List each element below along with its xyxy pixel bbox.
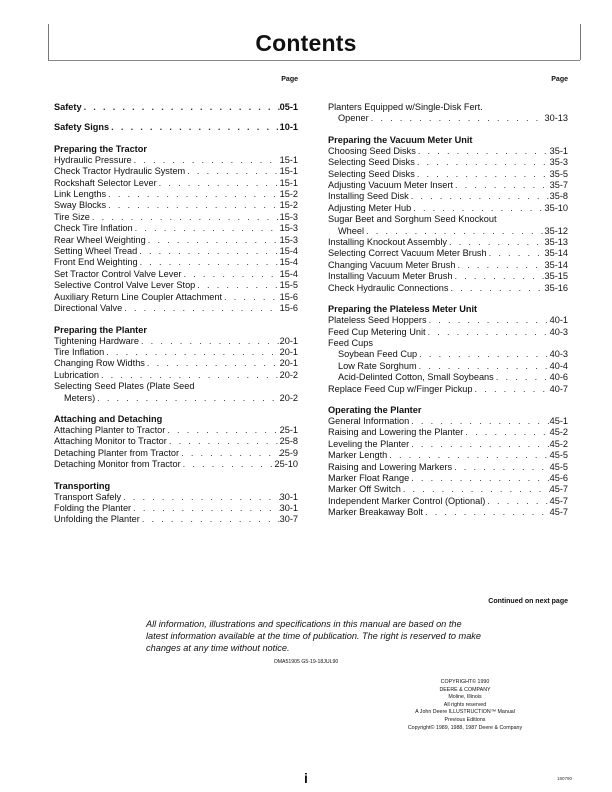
left-sections <box>54 102 298 526</box>
dot-leader <box>132 155 280 166</box>
copyright-line: A John Deere ILLUSTRUCTION™ Manual <box>415 709 515 716</box>
entry-label: Replace Feed Cup w/Finger Pickup <box>328 383 473 394</box>
entry-page-number: 40-1 <box>549 315 568 326</box>
page-column-label: Page <box>281 76 298 83</box>
toc-entry[interactable] <box>54 347 298 358</box>
toc-entry[interactable] <box>328 384 568 395</box>
toc-entry[interactable] <box>54 448 298 459</box>
dot-leader <box>485 496 549 507</box>
entry-page-number: 15-2 <box>279 200 298 211</box>
toc-entry[interactable] <box>54 303 298 314</box>
dot-leader <box>487 248 545 259</box>
dot-leader <box>195 280 279 291</box>
toc-entry[interactable] <box>54 189 298 200</box>
copyright-line: Previous Editions <box>444 716 486 723</box>
entry-label: Hydraulic Pressure <box>54 154 132 165</box>
entry-page-number: 35-1 <box>549 145 568 156</box>
dot-leader <box>165 425 279 436</box>
margin-code: 180790 <box>556 776 572 781</box>
entry-label: Check Hydraulic Connections <box>328 282 449 293</box>
toc-section <box>54 143 298 315</box>
entry-page-number: 45-7 <box>549 507 568 518</box>
entry-label: Opener <box>338 113 369 124</box>
dot-leader <box>145 358 280 369</box>
entry-page-number: 45-7 <box>549 495 568 506</box>
entry-label: Transport Safely <box>54 491 122 502</box>
toc-entry[interactable] <box>54 292 298 303</box>
entry-page-number: 05-1 <box>279 102 298 112</box>
dot-leader <box>82 102 280 113</box>
entry-page-number: 40-3 <box>549 326 568 337</box>
toc-entry[interactable] <box>328 146 568 157</box>
entry-page-number: 15-6 <box>279 291 298 302</box>
entry-label: Setting Wheel Tread <box>54 246 138 257</box>
entry-page-number: 15-3 <box>279 223 298 234</box>
toc-entry[interactable] <box>54 514 298 525</box>
toc-entry[interactable] <box>328 237 568 248</box>
entry-label: Directional Valve <box>54 303 123 314</box>
toc-entry[interactable] <box>328 191 568 202</box>
dot-leader <box>423 507 550 518</box>
toc-entry[interactable] <box>328 327 568 338</box>
document-id: OMA51905 G5-19-18JUL90 <box>273 659 339 665</box>
dot-leader <box>106 189 280 200</box>
copyright-block <box>360 679 570 732</box>
toc-entry[interactable] <box>328 283 568 294</box>
entry-page-number: 20-2 <box>279 392 298 403</box>
dot-leader <box>157 178 280 189</box>
dot-leader <box>122 303 279 314</box>
entry-label: Detaching Planter from Tractor <box>54 447 180 458</box>
dot-leader <box>452 462 550 473</box>
entry-label: Soybean Feed Cup <box>338 349 418 360</box>
entry-page-number: 40-3 <box>549 349 568 360</box>
toc-entry[interactable] <box>54 223 298 234</box>
copyright-line: Moline, Illinois <box>448 694 482 701</box>
toc-entry[interactable] <box>54 178 298 189</box>
entry-label: Installing Seed Disk <box>328 191 409 202</box>
entry-page-number: 35-8 <box>549 191 568 202</box>
entry-page-number: 15-4 <box>279 246 298 257</box>
toc-entry[interactable] <box>54 200 298 211</box>
toc-entry[interactable] <box>328 180 568 191</box>
entry-page-number: 15-1 <box>279 177 298 188</box>
entry-label: Marker Breakaway Bolt <box>328 507 423 518</box>
copyright-line: All rights reserved <box>443 701 487 708</box>
dot-leader <box>416 146 550 157</box>
entry-label: Attaching Monitor to Tractor <box>54 436 167 447</box>
entry-page-number: 35-7 <box>549 180 568 191</box>
dot-leader <box>456 260 545 271</box>
entry-label: Adjusting Meter Hub <box>328 202 412 213</box>
toc-entry[interactable] <box>328 372 568 383</box>
dot-leader <box>447 237 545 248</box>
entry-label: Choosing Seed Disks <box>328 145 416 156</box>
entry-page-number: 35-14 <box>544 248 568 259</box>
dot-leader <box>409 416 549 427</box>
dot-leader <box>182 269 280 280</box>
dot-leader <box>409 191 550 202</box>
toc-section <box>54 324 298 404</box>
toc-entry[interactable] <box>328 157 568 168</box>
dot-leader <box>409 473 549 484</box>
entry-page-number: 40-4 <box>549 360 568 371</box>
entry-label: Sugar Beet and Sorghum Seed Knockout <box>328 214 497 225</box>
dot-leader <box>140 514 280 525</box>
entry-label: Selecting Correct Vacuum Meter Brush <box>328 248 487 259</box>
entry-label: Folding the Planter <box>54 502 132 513</box>
entry-label: Independent Marker Control (Optional) <box>328 495 486 506</box>
dot-leader <box>179 448 280 459</box>
entry-label: Selecting Seed Disks <box>328 157 415 168</box>
entry-page-number: 15-4 <box>279 268 298 279</box>
toc-entry[interactable] <box>54 257 298 268</box>
toc-entry[interactable] <box>54 280 298 291</box>
entry-label: Plateless Seed Hoppers <box>328 315 427 326</box>
dot-leader <box>449 283 545 294</box>
entry-label: Feed Cups <box>328 337 373 348</box>
entry-page-number: 15-5 <box>279 280 298 291</box>
dot-leader <box>411 203 544 214</box>
toc-entry[interactable] <box>54 503 298 514</box>
toc-section <box>328 134 568 294</box>
toc-entry[interactable] <box>54 166 298 177</box>
entry-label: Tire Inflation <box>54 346 105 357</box>
entry-label: Check Tractor Hydraulic System <box>54 166 186 177</box>
dot-leader <box>417 349 549 360</box>
entry-page-number: 45-7 <box>549 484 568 495</box>
toc-entry[interactable] <box>328 416 568 427</box>
dot-leader <box>453 180 550 191</box>
dot-leader <box>133 223 280 234</box>
entry-label: Check Tire Inflation <box>54 223 133 234</box>
entry-label: Detaching Monitor from Tractor <box>54 459 181 470</box>
entry-page-number: 15-3 <box>279 234 298 245</box>
toc-entry[interactable] <box>54 212 298 223</box>
entry-label: Rear Wheel Weighting <box>54 234 146 245</box>
dot-leader <box>167 436 280 447</box>
entry-label: Wheel <box>338 225 365 236</box>
entry-page-number: 45-5 <box>549 450 568 461</box>
toc-entry[interactable] <box>328 507 568 518</box>
entry-page-number: 25-10 <box>274 459 298 470</box>
toc-entry[interactable] <box>328 361 568 372</box>
entry-label: Unfolding the Planter <box>54 514 140 525</box>
entry-label: Link Lengths <box>54 189 107 200</box>
toc-entry[interactable] <box>54 381 298 392</box>
dot-leader <box>369 113 545 124</box>
dot-leader <box>109 122 279 133</box>
entry-label: Feed Cup Metering Unit <box>328 326 426 337</box>
dot-leader <box>137 246 279 257</box>
toc-section <box>54 122 298 133</box>
dot-leader <box>131 503 279 514</box>
toc-entry[interactable] <box>328 439 568 450</box>
entry-label: Safety <box>54 102 82 112</box>
toc-entry[interactable] <box>54 492 298 503</box>
toc-entry[interactable] <box>328 113 568 124</box>
entry-label: Selecting Seed Plates (Plate Seed <box>54 381 195 392</box>
dot-leader <box>417 361 550 372</box>
entry-label: Installing Vacuum Meter Brush <box>328 271 453 282</box>
toc-entry[interactable] <box>328 248 568 259</box>
continued-note: Continued on next page <box>488 598 568 605</box>
toc-entry[interactable] <box>328 315 568 326</box>
entry-page-number: 35-13 <box>544 237 568 248</box>
entry-page-number: 35-5 <box>549 168 568 179</box>
toc-section <box>328 404 568 519</box>
entry-page-number: 15-4 <box>279 257 298 268</box>
toc-entry[interactable] <box>54 425 298 436</box>
toc-entry[interactable] <box>54 459 298 470</box>
toc-entry[interactable] <box>328 427 568 438</box>
page-number: i <box>304 770 308 786</box>
toc-entry[interactable] <box>54 393 298 404</box>
toc-entry[interactable] <box>328 203 568 214</box>
toc-entry[interactable] <box>54 155 298 166</box>
toc-entry[interactable] <box>328 473 568 484</box>
contents-left-column <box>54 76 298 535</box>
entry-label: Acid-Delinted Cotton, Small Soybeans <box>338 372 494 383</box>
toc-entry[interactable] <box>54 235 298 246</box>
toc-section <box>328 303 568 395</box>
entry-page-number: 30-1 <box>279 491 298 502</box>
section-title: Preparing the Plateless Meter Unit <box>328 304 478 315</box>
entry-page-number: 10-1 <box>279 122 298 133</box>
entry-label: Raising and Lowering the Planter <box>328 427 464 438</box>
entry-label: Lubrication <box>54 369 99 380</box>
toc-entry[interactable] <box>54 436 298 447</box>
entry-page-number: 35-14 <box>544 259 568 270</box>
dot-leader <box>387 450 549 461</box>
entry-label: Low Rate Sorghum <box>338 360 417 371</box>
copyright-line: DEERE & COMPANY <box>439 686 491 693</box>
entry-page-number: 30-7 <box>279 514 298 525</box>
toc-entry[interactable] <box>328 338 568 349</box>
entry-page-number: 15-3 <box>279 211 298 222</box>
dot-leader <box>401 484 550 495</box>
entry-page-number: 25-8 <box>279 436 298 447</box>
entry-label: Tightening Hardware <box>54 335 139 346</box>
entry-label: Auxiliary Return Line Coupler Attachment <box>54 291 223 302</box>
entry-page-number: 25-9 <box>279 447 298 458</box>
toc-entry[interactable] <box>328 484 568 495</box>
toc-entry[interactable] <box>328 462 568 473</box>
dot-leader <box>415 157 550 168</box>
toc-entry[interactable] <box>54 246 298 257</box>
section-title: Transporting <box>54 480 111 491</box>
toc-entry[interactable] <box>54 336 298 347</box>
dot-leader <box>181 459 275 470</box>
toc-section <box>328 102 568 125</box>
entry-label: Safety Signs <box>54 122 110 133</box>
entry-label: Rockshaft Selector Lever <box>54 177 157 188</box>
toc-section <box>54 102 298 113</box>
toc-entry[interactable] <box>54 102 298 113</box>
entry-page-number: 35-15 <box>544 271 568 282</box>
toc-entry[interactable] <box>328 260 568 271</box>
toc-entry[interactable] <box>328 450 568 461</box>
toc-entry[interactable] <box>328 496 568 507</box>
entry-label: Installing Knockout Assembly <box>328 237 447 248</box>
entry-label: Set Tractor Control Valve Lever <box>54 268 182 279</box>
entry-label: Attaching Planter to Tractor <box>54 424 166 435</box>
page-title: Contents <box>255 30 357 56</box>
entry-page-number: 30-13 <box>544 113 568 124</box>
entry-label: Meters) <box>64 392 96 403</box>
section-title: Preparing the Planter <box>54 324 147 335</box>
entry-label: Marker Float Range <box>328 472 410 483</box>
entry-page-number: 20-1 <box>279 335 298 346</box>
toc-entry[interactable] <box>54 358 298 369</box>
section-title: Operating the Planter <box>328 404 422 415</box>
toc-entry[interactable] <box>54 370 298 381</box>
dot-leader <box>409 439 549 450</box>
entry-label: Sway Blocks <box>54 200 107 211</box>
entry-page-number: 30-1 <box>279 502 298 513</box>
entry-page-number: 35-12 <box>544 225 568 236</box>
toc-entry[interactable] <box>328 226 568 237</box>
entry-page-number: 45-5 <box>549 461 568 472</box>
entry-label: Marker Length <box>328 450 388 461</box>
copyright-line: Copyright© 1989, 1988, 1987 Deere & Company <box>407 724 523 731</box>
entry-page-number: 15-1 <box>279 166 298 177</box>
toc-section <box>54 480 298 526</box>
entry-label: Planters Equipped w/Single-Disk Fert. <box>328 102 483 112</box>
page-column-label: Page <box>551 76 568 83</box>
dot-leader <box>104 347 279 358</box>
toc-entry[interactable] <box>54 269 298 280</box>
entry-label: General Information <box>328 415 410 426</box>
dot-leader <box>222 292 280 303</box>
toc-section <box>54 413 298 471</box>
entry-label: Front End Weighting <box>54 257 138 268</box>
entry-label: Raising and Lowering Markers <box>328 461 453 472</box>
toc-entry[interactable] <box>328 214 568 225</box>
entry-label: Marker Off Switch <box>328 484 401 495</box>
entry-page-number: 35-10 <box>544 202 568 213</box>
dot-leader <box>121 492 280 503</box>
title-underline <box>48 60 580 61</box>
dot-leader <box>426 327 550 338</box>
entry-page-number: 25-1 <box>279 424 298 435</box>
section-title: Preparing the Tractor <box>54 143 147 154</box>
dot-leader <box>138 257 280 268</box>
entry-label: Selective Control Valve Lever Stop <box>54 280 196 291</box>
dot-leader <box>415 169 550 180</box>
entry-page-number: 45-6 <box>549 472 568 483</box>
dot-leader <box>473 384 550 395</box>
entry-label: Changing Vacuum Meter Brush <box>328 259 456 270</box>
entry-page-number: 40-6 <box>549 372 568 383</box>
entry-page-number: 20-2 <box>279 369 298 380</box>
section-title: Attaching and Detaching <box>54 413 163 424</box>
toc-entry[interactable] <box>328 349 568 360</box>
toc-entry[interactable] <box>328 271 568 282</box>
dot-leader <box>139 336 280 347</box>
entry-page-number: 45-1 <box>549 415 568 426</box>
dot-leader <box>494 372 550 383</box>
entry-page-number: 35-16 <box>544 282 568 293</box>
dot-leader <box>106 200 280 211</box>
section-title: Preparing the Vacuum Meter Unit <box>328 134 473 145</box>
entry-page-number: 35-3 <box>549 157 568 168</box>
contents-right-column <box>328 76 568 528</box>
dot-leader <box>452 271 544 282</box>
publication-notice: All information, illustrations and specifications in this manual are based on the latest information available at the time of publication. The right is reserved to make changes at any time without notice. <box>146 619 482 653</box>
entry-page-number: 15-2 <box>279 189 298 200</box>
entry-label: Adjusting Vacuum Meter Insert <box>328 180 453 191</box>
dot-leader <box>427 315 550 326</box>
dot-leader <box>463 427 549 438</box>
dot-leader <box>185 166 279 177</box>
dot-leader <box>90 212 280 223</box>
entry-label: Leveling the Planter <box>328 438 410 449</box>
entry-page-number: 45-2 <box>549 427 568 438</box>
dot-leader <box>99 370 280 381</box>
entry-page-number: 15-6 <box>279 303 298 314</box>
copyright-line: COPYRIGHT© 1990 <box>440 679 490 685</box>
entry-page-number: 20-1 <box>279 358 298 369</box>
dot-leader <box>146 235 280 246</box>
entry-page-number: 15-1 <box>279 154 298 165</box>
toc-entry[interactable] <box>54 122 298 133</box>
entry-label: Selecting Seed Disks <box>328 168 415 179</box>
entry-page-number: 45-2 <box>549 438 568 449</box>
entry-page-number: 40-7 <box>549 383 568 394</box>
right-sections <box>328 102 568 519</box>
toc-entry[interactable] <box>328 102 568 113</box>
entry-label: Changing Row Widths <box>54 358 145 369</box>
dot-leader <box>95 393 279 404</box>
entry-page-number: 20-1 <box>279 346 298 357</box>
dot-leader <box>364 226 544 237</box>
entry-label: Tire Size <box>54 211 90 222</box>
toc-entry[interactable] <box>328 169 568 180</box>
